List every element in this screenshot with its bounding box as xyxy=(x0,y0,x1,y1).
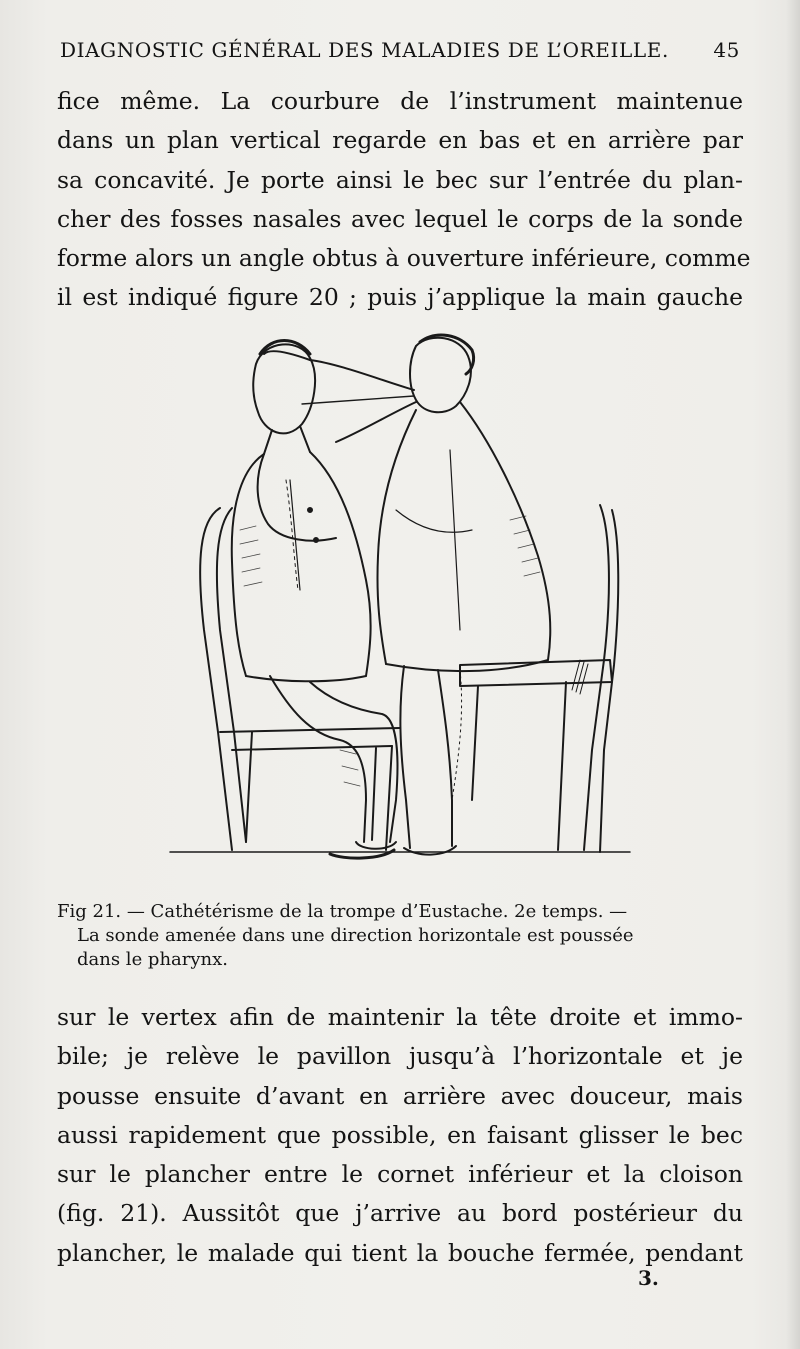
caption-line: La sonde amenée dans une direction horizontale est poussée xyxy=(77,925,634,946)
caption-line: dans le pharynx. xyxy=(77,949,229,970)
page-number: 45 xyxy=(713,38,740,62)
text-line: sur le vertex afin de maintenir la tête droite et immo- xyxy=(57,1003,743,1031)
page-edge-shadow xyxy=(786,0,800,1349)
text-line: bile; je relève le pavillon jusqu’à l’horizontale et je xyxy=(57,1042,743,1071)
text-line: (fig. 21). Aussitôt que j’arrive au bord postérieur du xyxy=(57,1199,743,1228)
signature-mark: 3. xyxy=(638,1266,659,1290)
running-head-title: DIAGNOSTIC GÉNÉRAL DES MALADIES DE L’OREILLE. xyxy=(60,38,669,62)
text-line: forme alors un angle obtus à ouverture inférieure, comme xyxy=(57,244,751,273)
text-line: plancher, le malade qui tient la bouche fermée, pendant xyxy=(57,1238,743,1267)
doctor-figure xyxy=(264,335,550,855)
caption-line: Fig 21. — Cathétérisme de la trompe d’Eustache. 2e temps. — xyxy=(57,901,628,922)
text-line: cher des fosses nasales avec lequel le corps de la sonde xyxy=(57,204,743,233)
paragraph-bottom xyxy=(57,998,743,1273)
patient-figure xyxy=(232,341,398,859)
text-line: aussi rapidement que possible, en faisant glisser le bec xyxy=(57,1120,743,1149)
patient-chair xyxy=(200,508,400,850)
text-line: sa concavité. Je porte ainsi le bec sur l’entrée du plan- xyxy=(57,165,743,194)
engraving-illustration xyxy=(160,330,640,875)
text-line: fice même. La courbure de l’instrument maintenue xyxy=(57,87,743,115)
paragraph-top xyxy=(57,82,751,318)
text-line: dans un plan vertical regarde en bas et en arrière par xyxy=(57,126,743,155)
text-line: sur le plancher entre le cornet inférieur et la cloison xyxy=(57,1160,743,1189)
figure-caption xyxy=(57,900,747,972)
text-line: pousse ensuite d’avant en arrière avec douceur, mais xyxy=(57,1081,743,1110)
text-line: il est indiqué figure 20 ; puis j’applique la main gauche xyxy=(57,283,743,312)
